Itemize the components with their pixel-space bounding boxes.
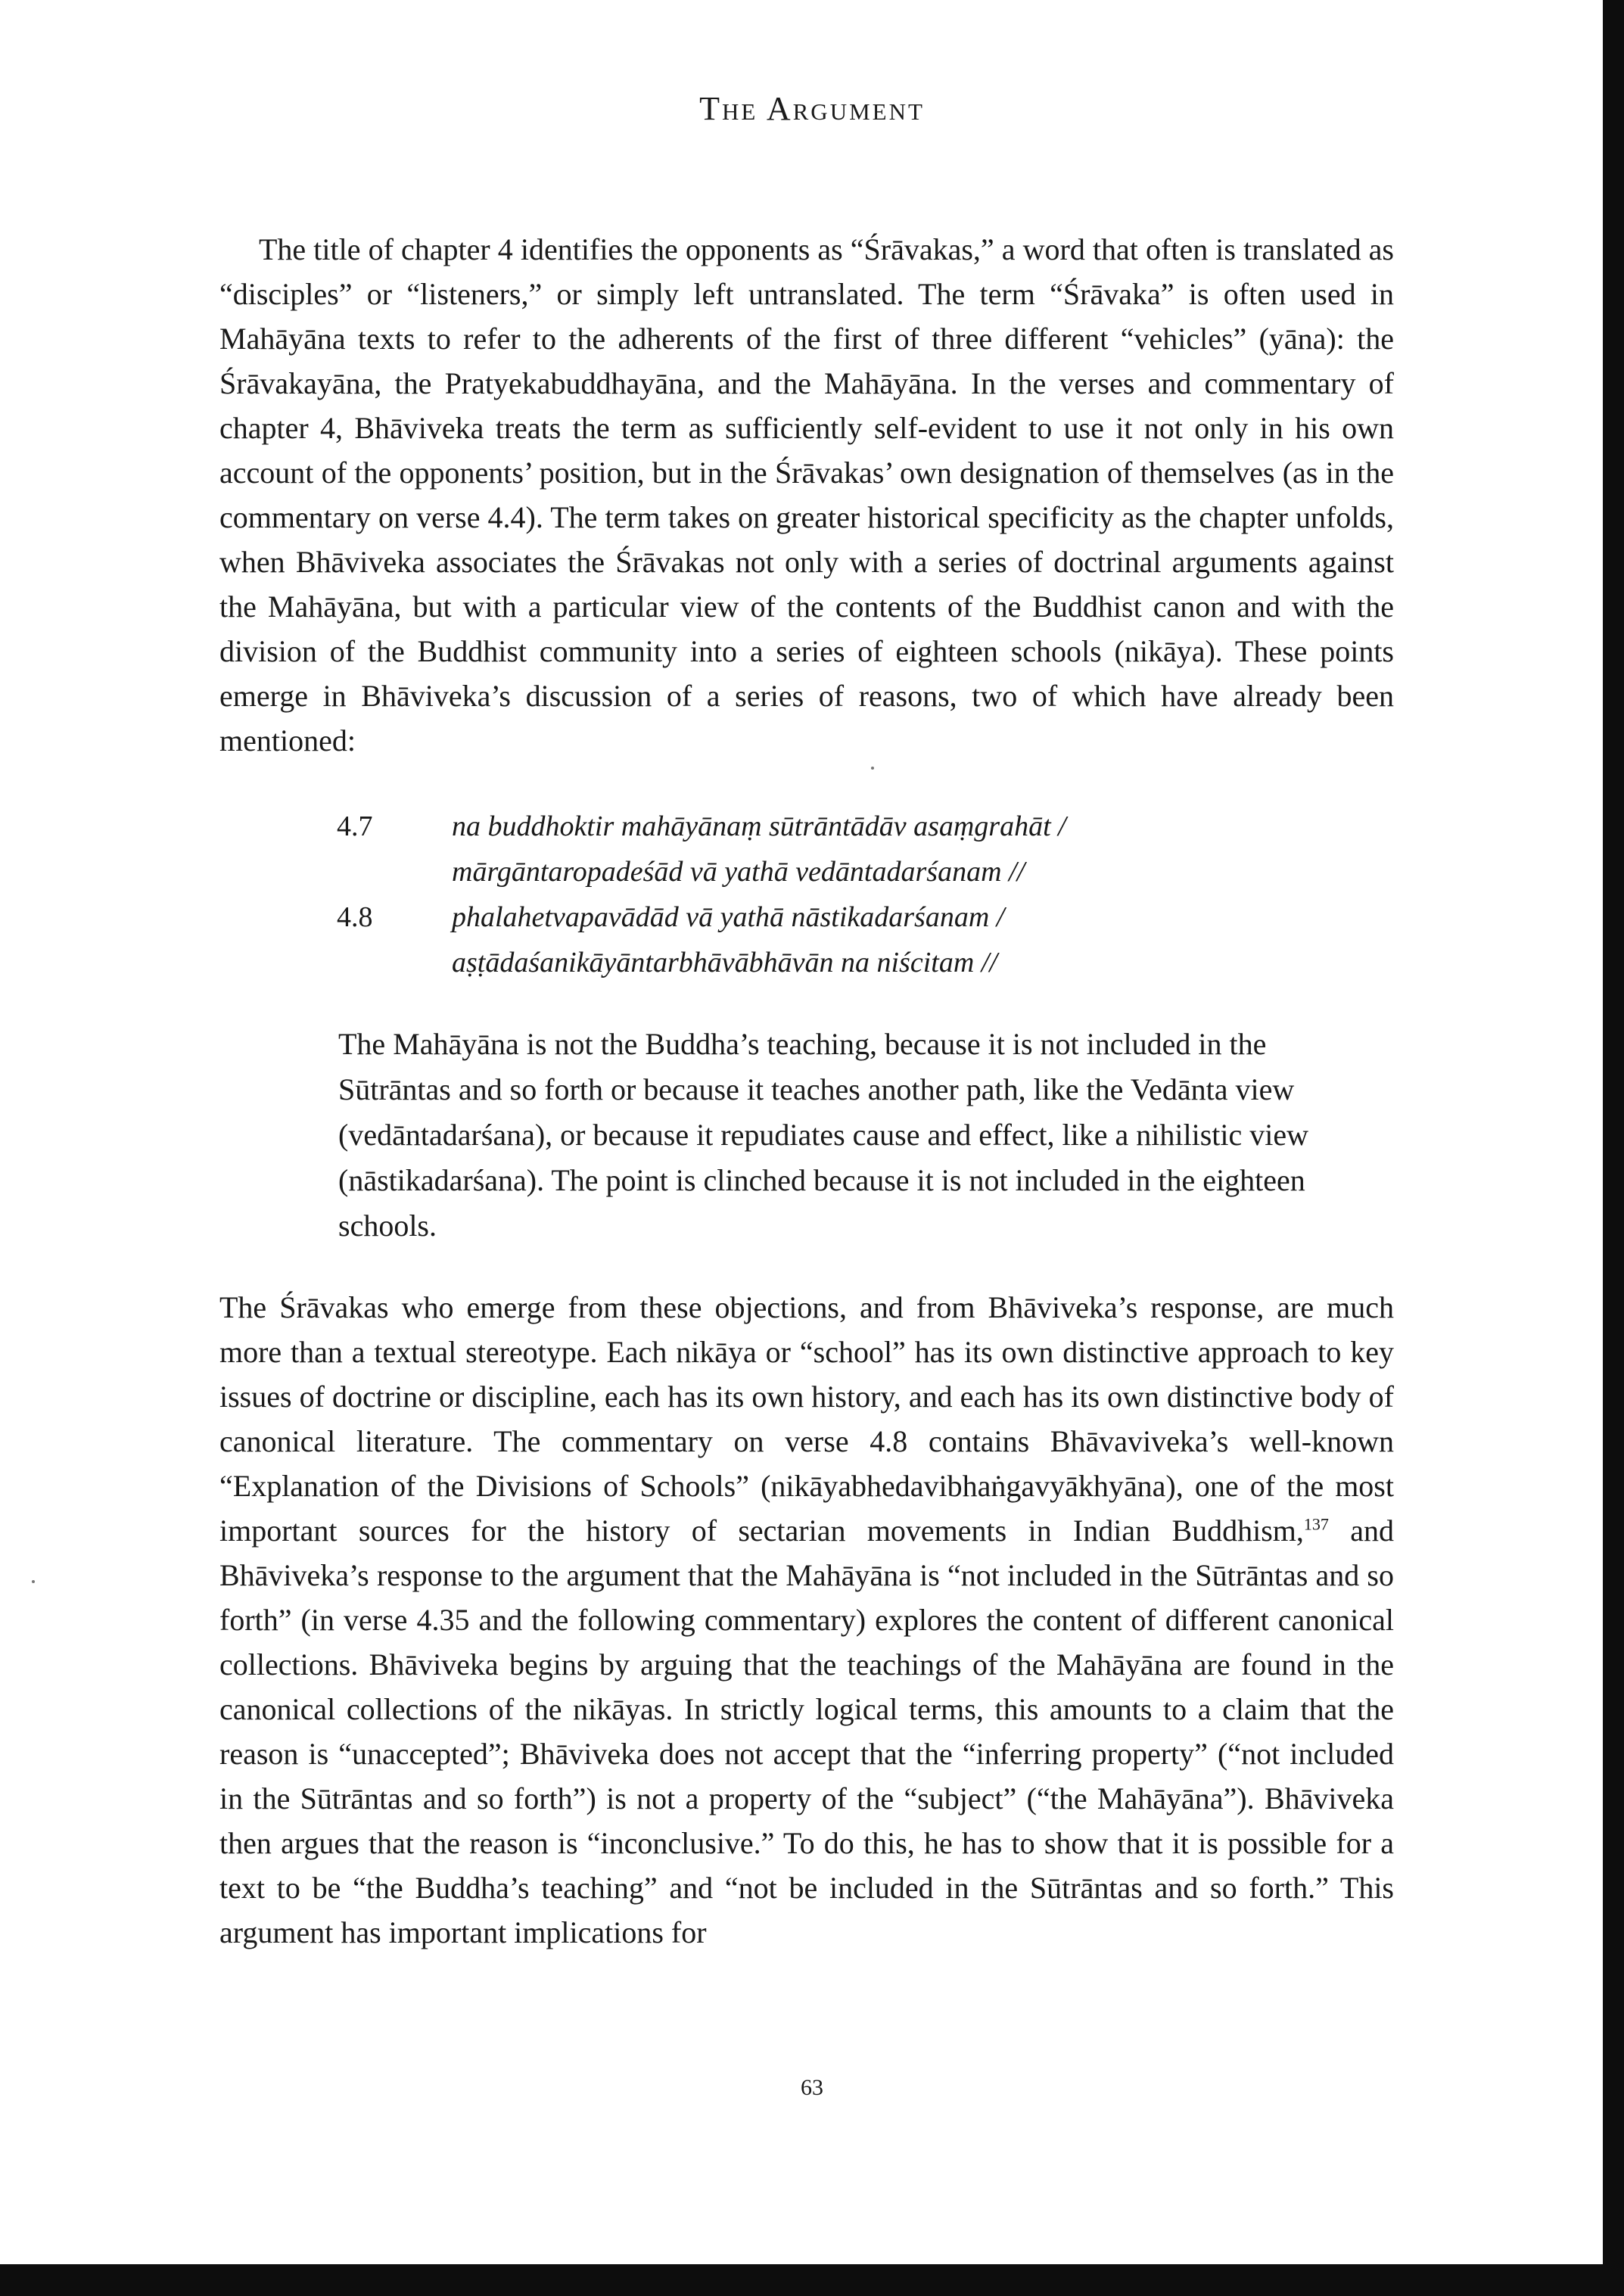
verse-number: 4.7 bbox=[337, 810, 373, 842]
verse-line: na buddhoktir mahāyānaṃ sūtrāntādāv asaṃgrahāt / bbox=[452, 810, 1066, 842]
footnote-ref: 137 bbox=[1303, 1514, 1329, 1534]
verse-block bbox=[337, 804, 1321, 985]
verse-row bbox=[337, 940, 1321, 985]
paragraph-2-part-a: The Śrāvakas who emerge from these objections, and from Bhāviveka’s response, are much more than a textual stereotype. Each nikāya or “school” has its own distinctive approach to key issues of doctrine or discipline, each has its own history, and each has its own distinctive body of canonical literature. The commentary on verse 4.8 contains Bhāvaviveka’s well-known “Explanation of the Divisions of Schools” (nikāyabhedavibhaṅgavyākhyāna), one of the most important sources for the history of sectarian movements in Indian Buddhism, bbox=[219, 1290, 1394, 1548]
verse-row bbox=[337, 804, 1321, 849]
verse-translation: The Mahāyāna is not the Buddha’s teaching, because it is not included in the Sūtrāntas and so forth or because it teaches another path, like the Vedānta view (vedāntadarśana), or because it repudiates cause and effect, like a nihilistic view (nāstikadarśana). The point is clinched because it is not included in the eighteen schools. bbox=[338, 1027, 1309, 1243]
verse-line: phalahetvapavādād vā yathā nāstikadarśanam / bbox=[452, 901, 1005, 933]
scan-speck bbox=[32, 1580, 35, 1583]
verse-number bbox=[337, 849, 452, 894]
scan-speck bbox=[871, 767, 874, 770]
verse-row bbox=[337, 894, 1321, 940]
scan-edge-right bbox=[1603, 0, 1624, 2296]
running-head: The Argument bbox=[699, 90, 925, 127]
paragraph-2 bbox=[219, 1285, 1394, 1955]
verse-line: aṣṭādaśanikāyāntarbhāvābhāvān na niścitam // bbox=[452, 947, 997, 978]
paragraph-1: The title of chapter 4 identifies the opponents as “Śrāvakas,” a word that often is translated as “disciples” or “listeners,” or simply left untranslated. The term “Śrāvaka” is often used in Mahāyāna texts to refer to the adherents of the first of three different “vehicles” (yāna): the Śrāvakayāna, the Pratyekabuddhayāna, and the Mahāyāna. In the verses and commentary of chapter 4, Bhāviveka treats the term as sufficiently self-evident to use it not only in his own account of the opponents’ position, but in the Śrāvakas’ own designation of themselves (as in the commentary on verse 4.4). The term takes on greater historical specificity as the chapter unfolds, when Bhāviveka associates the Śrāvakas not only with a series of doctrinal arguments against the Mahāyāna, but with a particular view of the contents of the Buddhist canon and with the division of the Buddhist community into a series of eighteen schools (nikāya). These points emerge in Bhāviveka’s discussion of a series of reasons, two of which have already been mentioned: bbox=[219, 232, 1394, 758]
scan-edge-bottom bbox=[0, 2264, 1624, 2296]
verse-line: mārgāntaropadeśād vā yathā vedāntadarśanam // bbox=[452, 856, 1025, 888]
verse-row bbox=[337, 849, 1321, 894]
verse-number bbox=[337, 940, 452, 985]
paragraph-2-part-b: and Bhāviveka’s response to the argument that the Mahāyāna is “not included in the Sūtrāntas and so forth” (in verse 4.35 and the following commentary) explores the content of different canonical collections. Bhāviveka begins by arguing that the teachings of the Mahāyāna are found in the canonical collections of the nikāyas. In strictly logical terms, this amounts to a claim that the reason is “unaccepted”; Bhāviveka does not accept that the “inferring property” (“not included in the Sūtrāntas and so forth”) is not a property of the “subject” (“the Mahāyāna”). Bhāviveka then argues that the reason is “inconclusive.” To do this, he has to show that it is possible for a text to be “the Buddha’s teaching” and “not be included in the Sūtrāntas and so forth.” This argument has important implications for bbox=[219, 1514, 1394, 1949]
page-number: 63 bbox=[801, 2075, 823, 2100]
verse-number: 4.8 bbox=[337, 901, 373, 933]
